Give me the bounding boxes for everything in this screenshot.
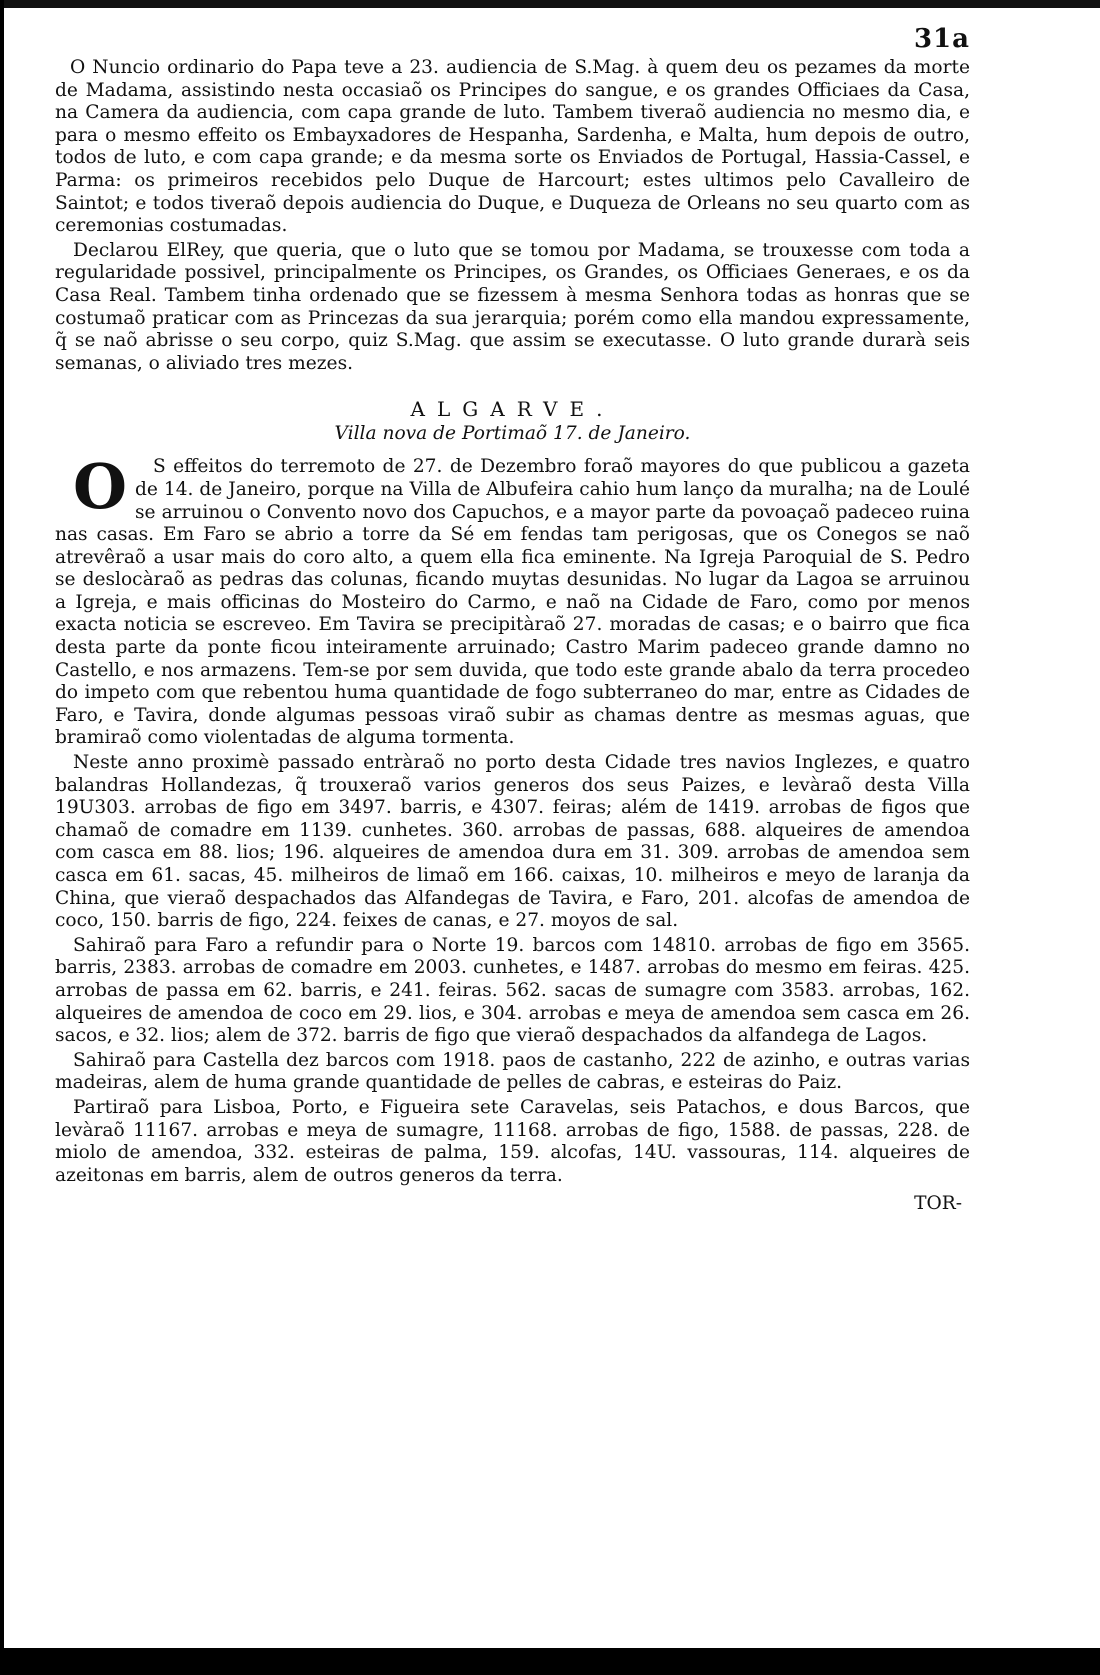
- paragraph-castella: Sahiraõ para Castella dez barcos com 1918. paos de castanho, 222 de azinho, e outras varias madeiras, alem de huma grande quantidade de pelles de cabras, e esteiras do Paiz.: [55, 1049, 970, 1094]
- paragraph-terremoto-text: S effeitos do terremoto de 27. de Dezembro foraõ mayores do que publicou a gazeta de 14. de Janeiro, porque na Villa de Albufeira cahio hum lanço da muralha; na de Loulé se arruinou o Convento novo dos Capuchos, e a mayor parte da povoaçaõ padeceo ruina nas casas. Em Faro se abrio a torre da Sé em fendas tam perigosas, que os Conegos se naõ atrevêraõ a usar mais do coro alto, a quem ella fica eminente. Na Igreja Paroquial de S. Pedro se deslocàraõ as pedras das colunas, ficando muytas desunidas. No lugar da Lagoa se arruinou a Igreja, e mais officinas do Mosteiro do Carmo, e naõ na Cidade de Faro, como por menos exacta noticia se escreveo. Em Tavira se precipitàraõ 27. moradas de casas; e o bairro que fica desta parte da ponte ficou inteiramente arruinado; Castro Marim padeceo grande damno no Castello, e nos armazens. Tem-se por sem duvida, que todo este grande abalo da terra procedeo do impeto com que rebentou huma quantidade de fogo subterraneo do mar, entre as Cidades de Faro, e Tavira, donde algumas pessoas viraõ subir as chamas dentre as mesmas aguas, que bramiraõ como violentadas de alguma tormenta.: [55, 456, 970, 749]
- catchword: TOR-: [914, 1193, 962, 1215]
- scan-bottom-border: [0, 1648, 1100, 1675]
- section-heading: ALGARVE.: [410, 397, 615, 422]
- paragraph-terremoto: [55, 450, 970, 750]
- paragraph-faro: Sahiraõ para Faro a refundir para o Norte 19. barcos com 14810. arrobas de figo em 3565. barris, 2383. arrobas de comadre em 2003. cunhetes, e 1487. arrobas do mesmo em feiras. 425. arrobas de passa em 62. barris, e 241. feiras. 562. sacas de sumagre com 3583. arrobas, 162. alqueires de amendoa de coco em 29. lios, e 304. arrobas e meya de amendoa sem casca em 26. sacos, e 32. lios; alem de 372. barris de figo que vieraõ despachados da alfandega de Lagos.: [55, 934, 970, 1047]
- paragraph-nuncio: O Nuncio ordinario do Papa teve a 23. audiencia de S.Mag. à quem deu os pezames da morte de Madama, assistindo nesta occasiaõ os Principes do sangue, e os grandes Officiaes da Casa, na Camera da audiencia, com capa grande de luto. Tambem tiveraõ audiencia no mesmo dia, e para o mesmo effeito os Embayxadores de Hespanha, Sardenha, e Malta, hum depois de outro, todos de luto, e com capa grande; e da mesma sorte os Enviados de Portugal, Hassia-Cassel, e Parma: os primeiros recebidos pelo Duque de Harcourt; estes ultimos pelo Cavalleiro de Saintot; e todos tiveraõ depois audiencia do Duque, e Duqueza de Orleans no seu quarto com as ceremonias costumadas.: [55, 57, 970, 237]
- paragraph-lisboa: Partiraõ para Lisboa, Porto, e Figueira sete Caravelas, seis Patachos, e dous Barcos, que levàraõ 11167. arrobas e meya de sumagre, 11168. arrobas de figo, 1588. de passas, 228. de miolo de amendoa, 332. esteiras de palma, 159. alcofas, 14U. vassouras, 114. alqueires de azeitonas em barris, alem de outros generos da terra.: [55, 1096, 970, 1186]
- scan-top-border: [0, 0, 1100, 8]
- page-number: 31a: [913, 24, 970, 54]
- drop-cap: O: [73, 450, 128, 524]
- gazette-page: [55, 24, 970, 1215]
- dateline: Villa nova de Portimaõ 17. de Janeiro.: [334, 423, 691, 445]
- paragraph-luto: Declarou ElRey, que queria, que o luto que se tomou por Madama, se trouxesse com toda a regularidade possivel, principalmente os Principes, os Grandes, os Officiaes Generaes, e os da Casa Real. Tambem tinha ordenado que se fizessem à mesma Senhora todas as honras que se costumaõ praticar com as Princezas da sua jerarquia; porém como ella mandou expressamente, q̃ se naõ abrisse o seu corpo, quiz S.Mag. que assim se executasse. O luto grande durarà seis semanas, o aliviado tres mezes.: [55, 239, 970, 374]
- scan-left-border: [0, 0, 4, 1675]
- paragraph-porto: Neste anno proximè passado entràraõ no porto desta Cidade tres navios Inglezes, e quatro balandras Hollandezas, q̃ trouxeraõ varios generos dos seus Paizes, e levàraõ desta Villa 19U303. arrobas de figo em 3497. barris, e 4307. feiras; além de 1419. arrobas de figos que chamaõ de comadre em 1139. cunhetes. 360. arrobas de passas, 688. alqueires de amendoa com casca em 88. lios; 196. alqueires de amendoa dura em 31. 309. arrobas de amendoa sem casca em 61. sacas, 45. milheiros de limaõ em 166. caixas, 10. milheiros e meyo de laranja da China, que vieraõ despachados das Alfandegas de Tavira, e Faro, 201. alcofas de amendoa de coco, 150. barris de figo, 224. feixes de canas, e 27. moyos de sal.: [55, 752, 970, 932]
